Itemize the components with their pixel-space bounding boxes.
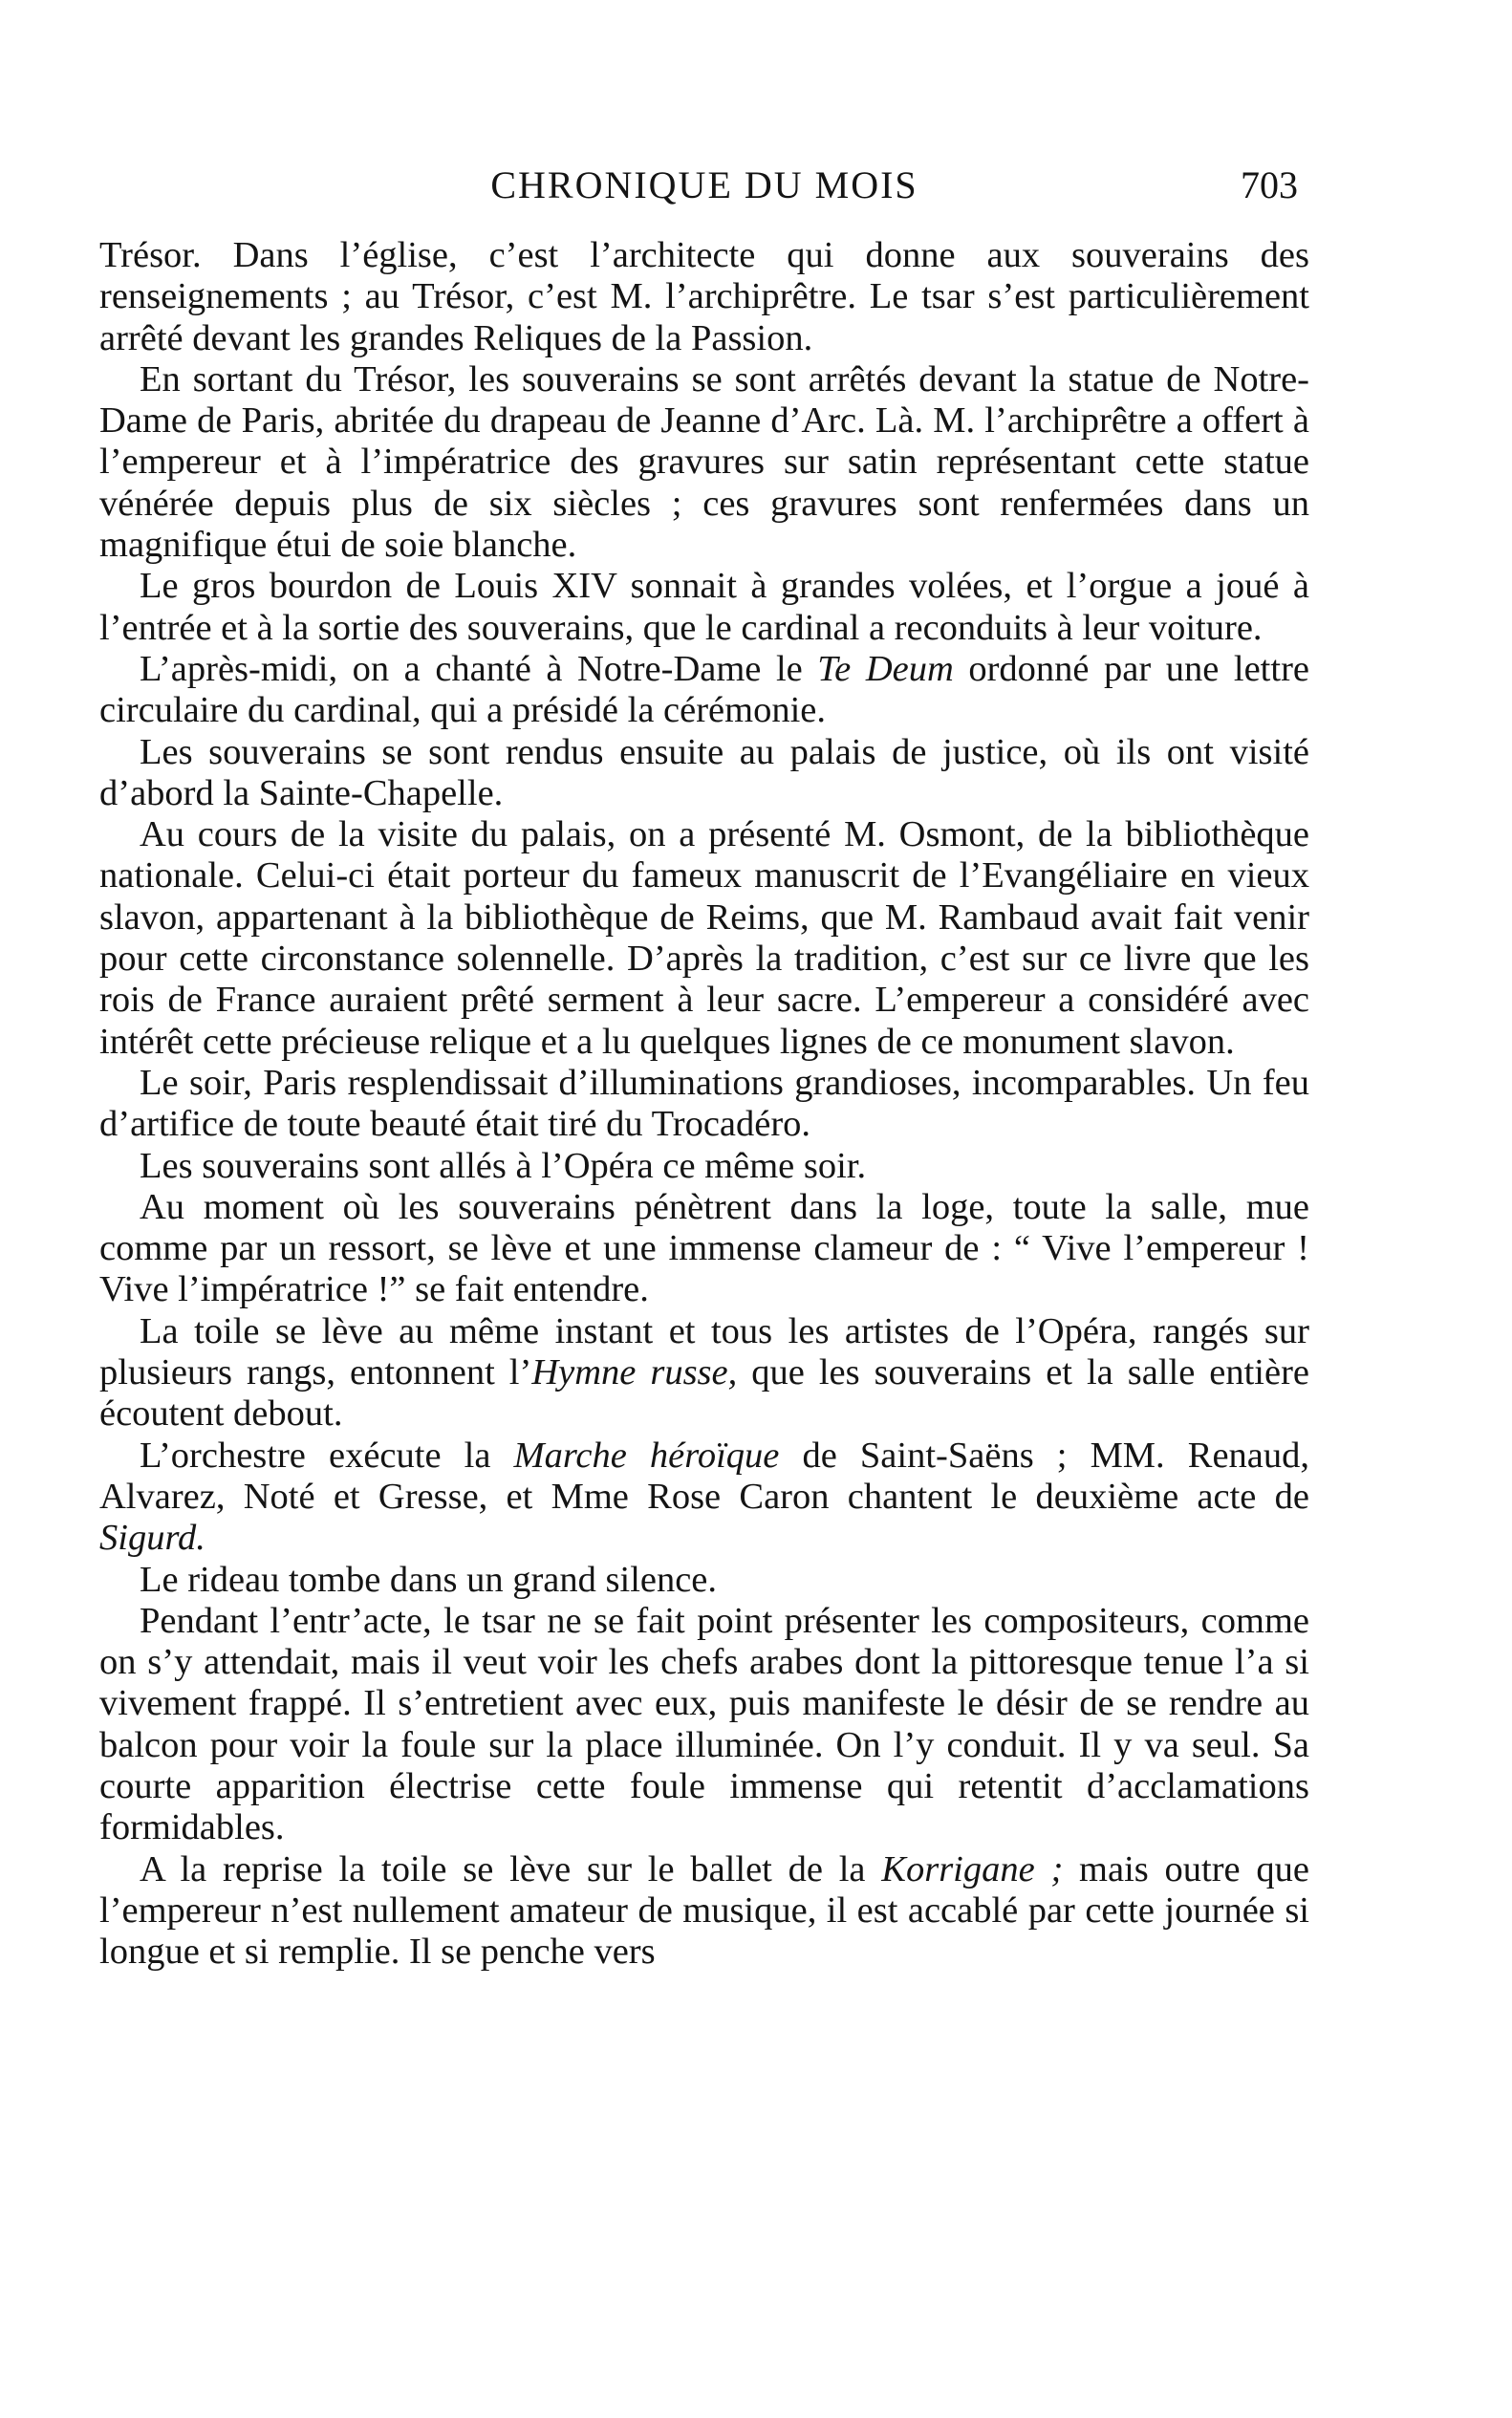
text-segment: que les souverains et la salle entière écoutent debout. <box>99 1352 1310 1435</box>
paragraph <box>99 235 1309 359</box>
paragraph <box>99 359 1309 566</box>
running-head <box>99 162 1309 220</box>
text-segment: ordonné par une lettre circulaire du cardinal, qui a présidé la cérémonie. <box>99 648 1309 731</box>
italic-text: Te Deum <box>817 648 954 689</box>
book-page <box>99 162 1309 1973</box>
text-segment: Pendant l’entr’acte, le tsar ne se fait point présenter les compositeurs, comme on s’y attendait, mais il veut voir les chefs arabes dont la pittoresque tenue l’a si vivement frappé. Il s’entretient avec eux, puis manifeste le désir de se rendre au balcon pour voir la foule sur la place illuminée. On l’y conduit. Il y va seul. Sa courte apparition électrise cette foule immense qui retentit d’acclamations formidables. <box>99 1600 1309 1848</box>
text-segment: Les souverains sont allés à l’Opéra ce même soir. <box>140 1145 867 1186</box>
text-segment: Au cours de la visite du palais, on a présenté M. Osmont, de la bibliothèque nationale. Celui-ci était porteur du fameux manuscrit de l’Evangéliaire en vieux slavon, appartenant à la bibliothèque de Reims, que M. Rambaud avait fait venir pour cette circonstance solennelle. D’après la tradition, c’est sur ce livre que les rois de France auraient prêté serment à leur sacre. L’empereur a considéré avec intérêt cette précieuse relique et a lu quelques lignes de ce monument slavon. <box>99 814 1309 1062</box>
text-segment: Le soir, Paris resplendissait d’illuminations grandioses, incomparables. Un feu d’artifice de toute beauté était tiré du Trocadéro. <box>99 1062 1309 1145</box>
paragraph <box>99 649 1309 732</box>
text-segment: A la reprise la toile se lève sur le ballet de la <box>140 1848 882 1889</box>
paragraph <box>99 1063 1309 1146</box>
text-segment: Les souverains se sont rendus ensuite au palais de justice, où ils ont visité d’abord la Sainte-Chapelle. <box>99 731 1309 813</box>
italic-text: Korrigane ; <box>881 1848 1064 1889</box>
text-segment: Le rideau tombe dans un grand silence. <box>140 1559 718 1600</box>
text-segment: Au moment où les souverains pénètrent dans la loge, toute la salle, mue comme par un ressort, se lève et une immense clameur de : “ Vive l’empereur ! Vive l’impératrice !” se fait entendre. <box>99 1186 1309 1310</box>
text-segment: mais outre que l’empereur n’est nullement amateur de musique, il est accablé par cette journée si longue et si remplie. Il se penche vers <box>99 1848 1309 1973</box>
text-segment: En sortant du Trésor, les souverains se sont arrêtés devant la statue de Notre-Dame de Paris, abritée du drapeau de Jeanne d’Arc. Là. M. l’archiprêtre a offert à l’empereur et à l’impératrice des gravures sur satin représentant cette statue vénérée depuis plus de six siècles ; ces gravures sont renfermées dans un magnifique étui de soie blanche. <box>99 358 1309 566</box>
text-segment: Le gros bourdon de Louis XIV sonnait à grandes volées, et l’orgue a joué à l’entrée et à la sortie des souverains, que le cardinal a reconduits à leur voiture. <box>99 566 1309 648</box>
body-text <box>99 235 1309 1973</box>
text-segment: Trésor. Dans l’église, c’est l’architecte qui donne aux souverains des renseignements ; au Trésor, c’est M. l’archiprêtre. Le tsar s’est particulièrement arrêté devant les grandes Reliques de la Passion. <box>99 235 1309 358</box>
paragraph <box>99 732 1309 815</box>
paragraph <box>99 566 1309 649</box>
paragraph <box>99 1560 1309 1601</box>
running-title: CHRONIQUE DU MOIS <box>490 163 918 206</box>
paragraph <box>99 1311 1309 1436</box>
paragraph <box>99 814 1309 1063</box>
paragraph <box>99 1849 1309 1974</box>
text-segment: de Saint-Saëns ; MM. Renaud, Alvarez, Noté et Gresse, et Mme Rose Caron chantent le deuxième acte de <box>99 1435 1309 1517</box>
page-number: 703 <box>1241 163 1298 206</box>
paragraph <box>99 1601 1309 1849</box>
paragraph <box>99 1187 1309 1311</box>
italic-text: Sigurd. <box>99 1518 205 1559</box>
paragraph <box>99 1146 1309 1187</box>
text-segment: La toile se lève au même instant et tous les artistes de l’Opéra, rangés sur plusieurs rangs, entonnent l’ <box>99 1310 1309 1393</box>
text-segment: L’orchestre exécute la <box>140 1435 514 1476</box>
paragraph <box>99 1436 1309 1560</box>
italic-text: Hymne russe, <box>531 1352 738 1393</box>
italic-text: Marche héroïque <box>513 1435 780 1476</box>
text-segment: L’après-midi, on a chanté à Notre-Dame le <box>140 648 818 689</box>
